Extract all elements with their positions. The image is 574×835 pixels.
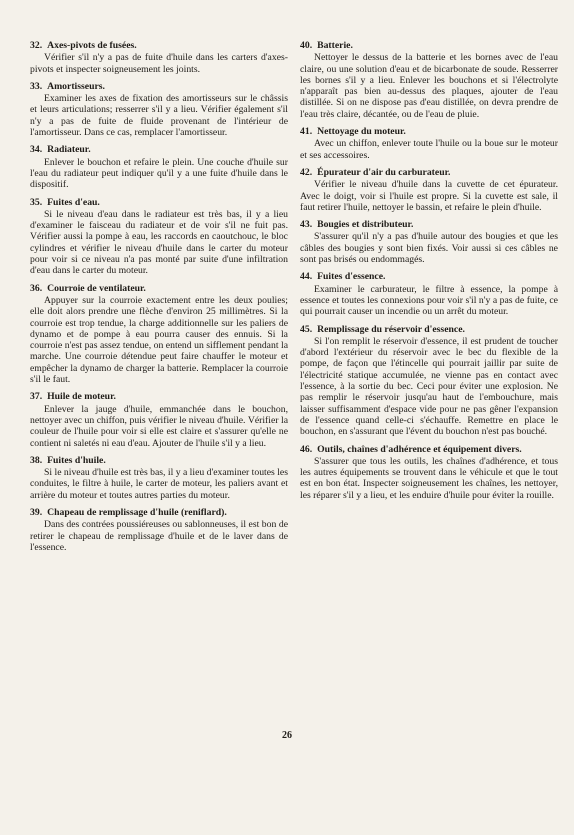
section-title: Épurateur d'air du carburateur. — [317, 166, 451, 178]
section — [300, 167, 558, 213]
section-title: Batterie. — [317, 40, 353, 51]
section-heading — [30, 197, 288, 208]
section-body: Appuyer sur la courroie exactement entre les deux poulies; elle doit alors prendre une flèche d'environ 25 millimètres. Si la courroie est trop tendue, la charge additionnelle sur les paliers de dynamo et de pompe à eau pourra causer des ennuis. Si la courroie n'est pas assez tendue, on entend un sifflement pendant la marche. Une courroie détendue peut faire chauffer le moteur et empêcher la dynamo de charger la batterie. Remplacer la courroie s'il le faut. — [30, 294, 288, 386]
section — [300, 324, 558, 438]
section — [30, 40, 288, 75]
section-body: Si le niveau d'eau dans le radiateur est très bas, il y a lieu d'examiner le faisceau du radiateur et de voir s'il ne fuit pas. Vérifier aussi la pompe à eau, les raccords en caoutchouc, le bloc cylindres et vérifier le niveau d'huile dans le carter du moteur pour voir si ce niveau n'a pas monté par suite d'une infiltration d'eau dans le carter du moteur. — [30, 208, 288, 277]
section-number: 41. — [300, 126, 313, 138]
right-column — [300, 40, 558, 507]
section-title: Huile de moteur. — [47, 391, 116, 403]
section — [300, 271, 558, 317]
section-title: Chapeau de remplissage d'huile (reniflard). — [47, 506, 227, 518]
page-number: 26 — [282, 730, 292, 741]
section-body: Avec un chiffon, enlever toute l'huile ou la boue sur le moteur et ses accessoires. — [300, 138, 558, 161]
section-heading — [30, 40, 288, 51]
section-number: 34. — [30, 144, 43, 156]
section-number: 42. — [300, 166, 313, 178]
section-title: Remplissage du réservoir d'essence. — [317, 323, 465, 335]
section — [300, 40, 558, 120]
section-title: Outils, chaînes d'adhérence et équipement divers. — [317, 443, 522, 455]
section-heading — [300, 271, 558, 282]
section-number: 45. — [300, 323, 313, 335]
section-heading — [300, 444, 558, 455]
section-body: Si l'on remplit le réservoir d'essence, il est prudent de toucher d'abord l'extérieur du réservoir avec le bec du flexible de la pompe, de façon que l'étincelle qui pourrait jaillir par suite de l'électricité statique accumulée, ne vienne pas en contact avec l'essence, à la sortie du bec. Ceci pour éviter une explosion. Ne pas remplir le réservoir jusqu'au haut de l'embouchure, mais laisser suffisamment d'espace vide pour ne pas gêner l'expansion de l'essence quand celle-ci s'échauffe. Remettre en place le bouchon, en s'assurant que l'évent du bouchon n'est pas bouché. — [300, 335, 558, 438]
section-heading — [30, 144, 288, 155]
section-number: 44. — [300, 271, 313, 283]
section — [30, 197, 288, 277]
section-heading — [300, 324, 558, 335]
section-body: S'assurer que tous les outils, les chaînes d'adhérence, et tous les autres équipements se trouvent dans le véhicule et que le tout est en bon état. Inspecter soigneusement les chaînes, les nettoyer, les réparer s'il y a lieu, et les enduire d'huile pour éviter la rouille. — [300, 455, 558, 501]
section — [30, 81, 288, 138]
section-title: Nettoyage du moteur. — [317, 126, 406, 138]
section-number: 43. — [300, 219, 313, 231]
section-number: 33. — [30, 80, 43, 92]
section — [30, 283, 288, 386]
section-number: 40. — [300, 40, 313, 51]
section-title: Courroie de ventilateur. — [47, 282, 146, 294]
section — [300, 126, 558, 161]
section — [300, 444, 558, 501]
section-title: Fuites d'eau. — [47, 196, 100, 208]
section-body: Nettoyer le dessus de la batterie et les bornes avec de l'eau claire, ou une solution d'eau et de bicarbonate de soude. Resserrer les bornes s'il y a lieu. Enlever les bouchons et si l'électrolyte n'apparaît pas bien au-dessus des plaques, ajouter de l'eau distillée. Si on ne dispose pas d'eau distillée, on devra prendre de l'eau très claire, décantée, ou de l'eau de pluie. — [300, 52, 558, 120]
section-heading — [30, 283, 288, 294]
section-number: 32. — [30, 40, 43, 51]
section-body: S'assurer qu'il n'y a pas d'huile autour des bougies et que les câbles des bougies y sont bien fixés. Voir aussi si ces câbles ne sont pas brisés ou endommagés. — [300, 231, 558, 266]
section-number: 35. — [30, 196, 43, 208]
section-title: Radiateur. — [47, 144, 91, 156]
section-title: Amortisseurs. — [47, 80, 105, 92]
section-heading — [300, 126, 558, 137]
section-number: 38. — [30, 454, 43, 466]
section-body: Examiner le carburateur, le filtre à essence, la pompe à essence et toutes les connexions pour voir s'il n'y a pas de fuite, ce qui pourrait causer un incendie ou un arrêt du moteur. — [300, 283, 558, 318]
section-title: Axes-pivots de fusées. — [47, 40, 137, 51]
section-body: Enlever le bouchon et refaire le plein. Une couche d'huile sur l'eau du radiateur peut indiquer qu'il y a une fuite d'huile dans le dispositif. — [30, 156, 288, 191]
section — [30, 144, 288, 190]
section — [300, 219, 558, 265]
section-body: Vérifier s'il n'y a pas de fuite d'huile dans les carters d'axes-pivots et inspecter soigneusement les joints. — [30, 52, 288, 75]
section-title: Bougies et distributeur. — [317, 219, 414, 231]
section — [30, 507, 288, 553]
section-body: Examiner les axes de fixation des amortisseurs sur le châssis et leurs articulations; resserrer s'il y a lieu. Vérifier également s'il n'y a pas de fuite de fluide provenant de l'intérieur de l'amortisseur. Dans ce cas, remplacer l'amortisseur. — [30, 93, 288, 139]
section-heading — [300, 167, 558, 178]
section-heading — [300, 40, 558, 51]
section-body: Vérifier le niveau d'huile dans la cuvette de cet épurateur. Avec le doigt, voir si l'huile est propre. Si la cuvette est sale, il faut retirer l'huile, nettoyer le bassin, et refaire le plein d'huile. — [300, 179, 558, 213]
section — [30, 455, 288, 501]
section-number: 37. — [30, 391, 43, 403]
section-body: Si le niveau d'huile est très bas, il y a lieu d'examiner toutes les conduites, le filtre à huile, le carter de moteur, les paliers avant et arrière du moteur et toutes autres parties du moteur. — [30, 467, 289, 501]
section-title: Fuites d'essence. — [317, 271, 386, 283]
section — [30, 391, 288, 448]
section-title: Fuites d'huile. — [47, 454, 106, 466]
section-number: 46. — [300, 443, 313, 455]
section-heading — [300, 219, 558, 230]
section-heading — [30, 507, 288, 518]
left-column — [30, 40, 288, 559]
section-heading — [30, 81, 288, 92]
section-heading — [30, 391, 288, 402]
section-body: Dans des contrées poussiéreuses ou sablonneuses, il est bon de retirer le chapeau de remplissage d'huile et de le laver dans de l'essence. — [30, 519, 288, 553]
section-number: 36. — [30, 282, 43, 294]
section-body: Enlever la jauge d'huile, emmanchée dans le bouchon, nettoyer avec un chiffon, puis vérifier le niveau d'huile. Vérifier la couleur de l'huile pour voir si elle est claire et s'assurer qu'elle ne contient ni saletés ni eau d'eau. Ajouter de l'huile s'il y a lieu. — [30, 403, 288, 449]
section-heading — [30, 455, 288, 466]
section-number: 39. — [30, 506, 43, 518]
